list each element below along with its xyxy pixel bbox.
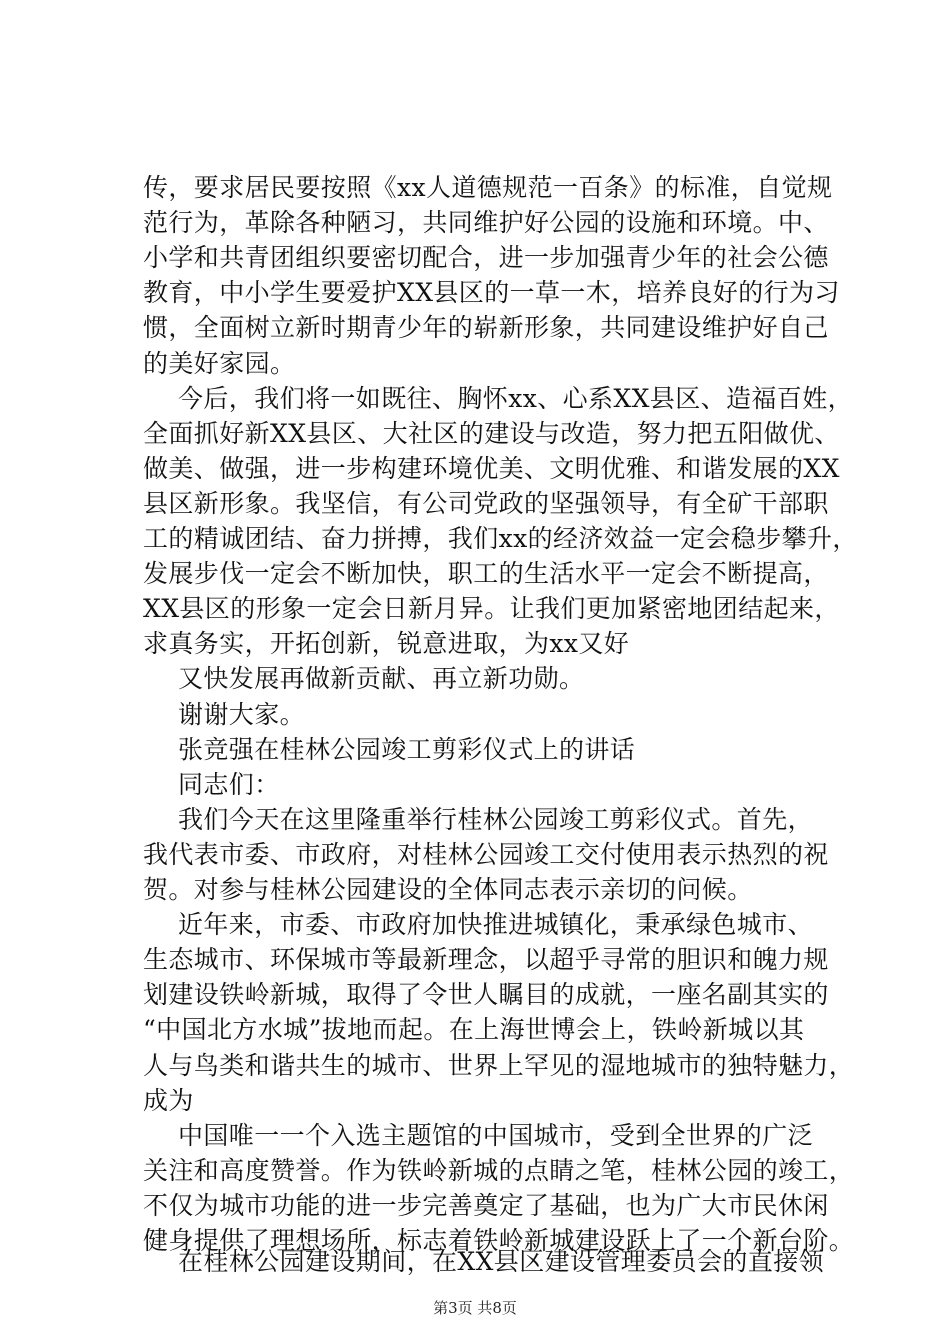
- text-line: 发展步伐一定会不断加快，职工的生活水平一定会不断提高，: [143, 559, 829, 588]
- text-line: 传，要求居民要按照《xx人道德规范一百条》的标准，自觉规: [143, 173, 833, 202]
- text-line: 又快发展再做新贡献、再立新功勋。: [178, 664, 585, 693]
- page-footer: 第3页 共8页: [433, 1299, 517, 1317]
- text-line: 范行为，革除各种陋习，共同维护好公园的设施和环境。中、: [143, 208, 829, 237]
- text-line: 教育，中小学生要爱护XX县区的一草一木，培养良好的行为习: [143, 278, 840, 307]
- text-line: 谢谢大家。: [178, 700, 306, 729]
- text-line: 县区新形象。我坚信，有公司党政的坚强领导，有全矿干部职: [143, 489, 829, 518]
- text-line: 求真务实，开拓创新，锐意进取，为xx又好: [143, 629, 630, 658]
- text-line: 人与鸟类和谐共生的城市、世界上罕见的湿地城市的独特魅力，: [143, 1051, 855, 1080]
- text-line: 今后，我们将一如既往、胸怀xx、心系XX县区、造福百姓，: [178, 384, 853, 413]
- speech-title: 张竞强在桂林公园竣工剪彩仪式上的讲话: [178, 735, 636, 764]
- text-line: 的美好家园。: [143, 349, 296, 378]
- text-line: 做美、做强，进一步构建环境优美、文明优雅、和谐发展的XX: [143, 454, 840, 483]
- text-line: 划建设铁岭新城，取得了令世人瞩目的成就，一座名副其实的: [143, 980, 829, 1009]
- text-line: 贺。对参与桂林公园建设的全体同志表示亲切的问候。: [143, 875, 753, 904]
- text-line: 关注和高度赞誉。作为铁岭新城的点睛之笔，桂林公园的竣工，: [143, 1156, 855, 1185]
- text-line: 不仅为城市功能的进一步完善奠定了基础，也为广大市民休闲: [143, 1191, 829, 1220]
- text-line: “中国北方水城”拔地而起。在上海世博会上，铁岭新城以其: [143, 1015, 805, 1044]
- text-line: 惯，全面树立新时期青少年的崭新形象，共同建设维护好自己: [143, 313, 829, 342]
- salutation: 同志们：: [178, 770, 280, 799]
- text-line: 在桂林公园建设期间，在XX县区建设管理委员会的直接领: [178, 1247, 824, 1276]
- text-line: 全面抓好新XX县区、大社区的建设与改造，努力把五阳做优、: [143, 419, 840, 448]
- text-line: 小学和共青团组织要密切配合，进一步加强青少年的社会公德: [143, 243, 829, 272]
- text-line: 近年来，市委、市政府加快推进城镇化，秉承绿色城市、: [178, 910, 814, 939]
- text-line: 健身提供了理想场所，标志着铁岭新城建设跃上了一个新台阶。: [143, 1226, 855, 1255]
- text-line: XX县区的形象一定会日新月异。让我们更加紧密地团结起来，: [143, 594, 840, 623]
- text-line: 我代表市委、市政府，对桂林公园竣工交付使用表示热烈的祝: [143, 840, 829, 869]
- text-line: 工的精诚团结、奋力拼搏，我们xx的经济效益一定会稳步攀升，: [143, 524, 858, 553]
- text-line: 生态城市、环保城市等最新理念，以超乎寻常的胆识和魄力规: [143, 945, 829, 974]
- text-line: 中国唯一一个入选主题馆的中国城市，受到全世界的广泛: [178, 1121, 814, 1150]
- text-line: 成为: [143, 1086, 194, 1115]
- text-line: 我们今天在这里隆重举行桂林公园竣工剪彩仪式。首先，: [178, 805, 814, 834]
